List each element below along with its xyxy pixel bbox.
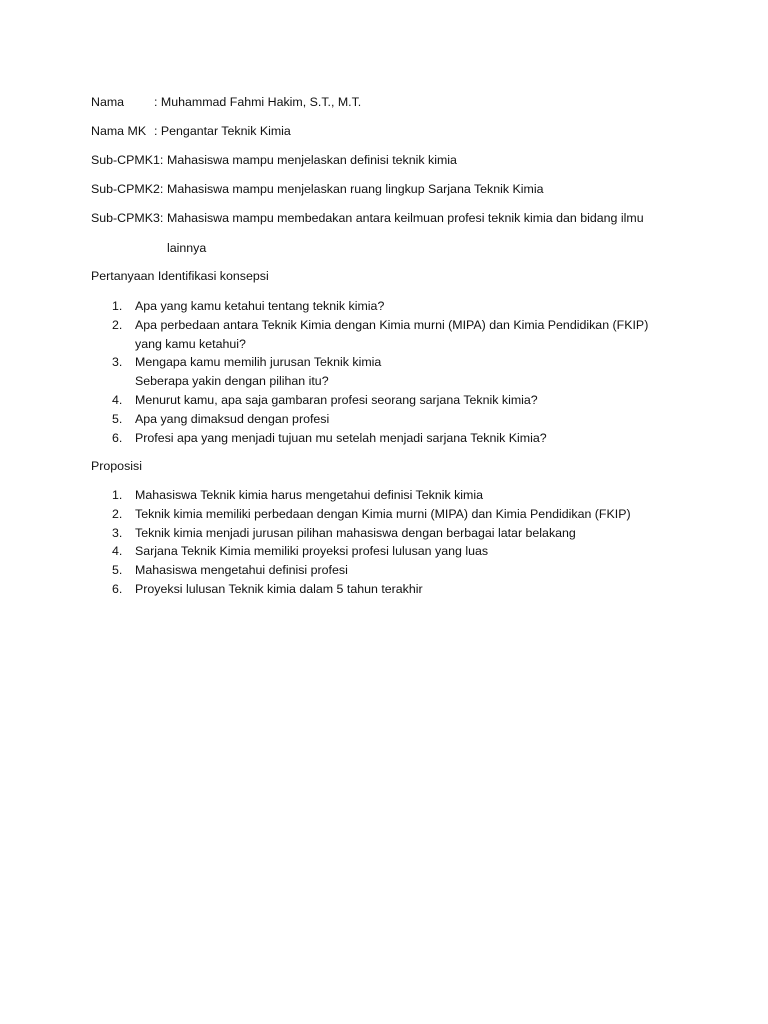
list-item <box>112 391 648 410</box>
sub-cpmk2-row <box>91 181 544 197</box>
list-item-number: 5. <box>112 411 123 426</box>
list-item-number: 3. <box>112 525 123 540</box>
list-item-number: 1. <box>112 488 123 502</box>
list-item-continuation: Seberapa yakin dengan pilihan itu? <box>135 374 329 389</box>
list-item-text: Apa perbedaan antara Teknik Kimia dengan Kimia murni (MIPA) dan Kimia Pendidikan (FKIP) <box>135 317 649 332</box>
list-item <box>112 429 648 448</box>
sub-cpmk1-row <box>91 152 457 168</box>
mata-kuliah-value: : Pengantar Teknik Kimia <box>154 124 291 138</box>
list-item-text: Proyeksi lulusan Teknik kimia dalam 5 tahun terakhir <box>135 581 423 596</box>
questions-heading: Pertanyaan Identifikasi konsepsi <box>91 269 269 283</box>
list-item-number: 2. <box>112 506 123 521</box>
sub-cpmk2-value: Mahasiswa mampu menjelaskan ruang lingkup Sarjana Teknik Kimia <box>167 182 544 196</box>
list-item <box>112 524 631 543</box>
sub-cpmk3-row <box>91 210 644 226</box>
list-item <box>112 542 631 561</box>
list-item-text: Sarjana Teknik Kimia memiliki proyeksi profesi lulusan yang luas <box>135 544 489 559</box>
mata-kuliah-row <box>91 123 291 139</box>
list-item-text: Mengapa kamu memilih jurusan Teknik kimia <box>135 355 382 370</box>
list-item-number: 2. <box>112 317 123 332</box>
sub-cpmk3-label: Sub-CPMK3: <box>91 211 164 225</box>
list-item-number: 5. <box>112 563 123 578</box>
sub-cpmk3-continuation: lainnya <box>167 241 207 255</box>
list-item <box>112 410 648 429</box>
list-item-number: 4. <box>112 392 123 407</box>
list-item-text: Profesi apa yang menjadi tujuan mu setelah menjadi sarjana Teknik Kimia? <box>135 430 547 445</box>
sub-cpmk2-label: Sub-CPMK2: <box>91 182 164 196</box>
list-item <box>112 505 631 524</box>
list-item-text: Menurut kamu, apa saja gambaran profesi seorang sarjana Teknik kimia? <box>135 392 538 407</box>
nama-label: Nama <box>91 95 125 109</box>
propositions-heading: Proposisi <box>91 459 142 473</box>
list-item-text: Teknik kimia memiliki perbedaan dengan Kimia murni (MIPA) dan Kimia Pendidikan (FKIP) <box>135 506 631 521</box>
list-item <box>112 316 648 354</box>
list-item-text: Apa yang kamu ketahui tentang teknik kimia? <box>135 299 385 313</box>
list-item-number: 6. <box>112 581 123 596</box>
list-item <box>112 353 648 391</box>
sub-cpmk1-value: Mahasiswa mampu menjelaskan definisi teknik kimia <box>167 153 457 167</box>
list-item-continuation: yang kamu ketahui? <box>135 336 246 351</box>
list-item-number: 4. <box>112 544 123 559</box>
list-item <box>112 486 631 505</box>
list-item <box>112 580 631 599</box>
mata-kuliah-label: Nama MK <box>91 124 147 138</box>
sub-cpmk1-label: Sub-CPMK1: <box>91 153 164 167</box>
list-item-number: 1. <box>112 299 123 313</box>
nama-value: : Muhammad Fahmi Hakim, S.T., M.T. <box>154 95 362 109</box>
nama-row <box>91 94 361 110</box>
list-item-number: 3. <box>112 355 123 370</box>
list-item-text: Mahasiswa Teknik kimia harus mengetahui definisi Teknik kimia <box>135 488 484 502</box>
list-item-number: 6. <box>112 430 123 445</box>
list-item-text: Mahasiswa mengetahui definisi profesi <box>135 563 348 578</box>
list-item <box>112 561 631 580</box>
propositions-list <box>112 486 631 599</box>
sub-cpmk3-value: Mahasiswa mampu membedakan antara keilmuan profesi teknik kimia dan bidang ilmu <box>167 211 644 225</box>
list-item <box>112 297 648 316</box>
questions-list <box>112 297 648 447</box>
list-item-text: Apa yang dimaksud dengan profesi <box>135 411 330 426</box>
list-item-text: Teknik kimia menjadi jurusan pilihan mahasiswa dengan berbagai latar belakang <box>135 525 576 540</box>
